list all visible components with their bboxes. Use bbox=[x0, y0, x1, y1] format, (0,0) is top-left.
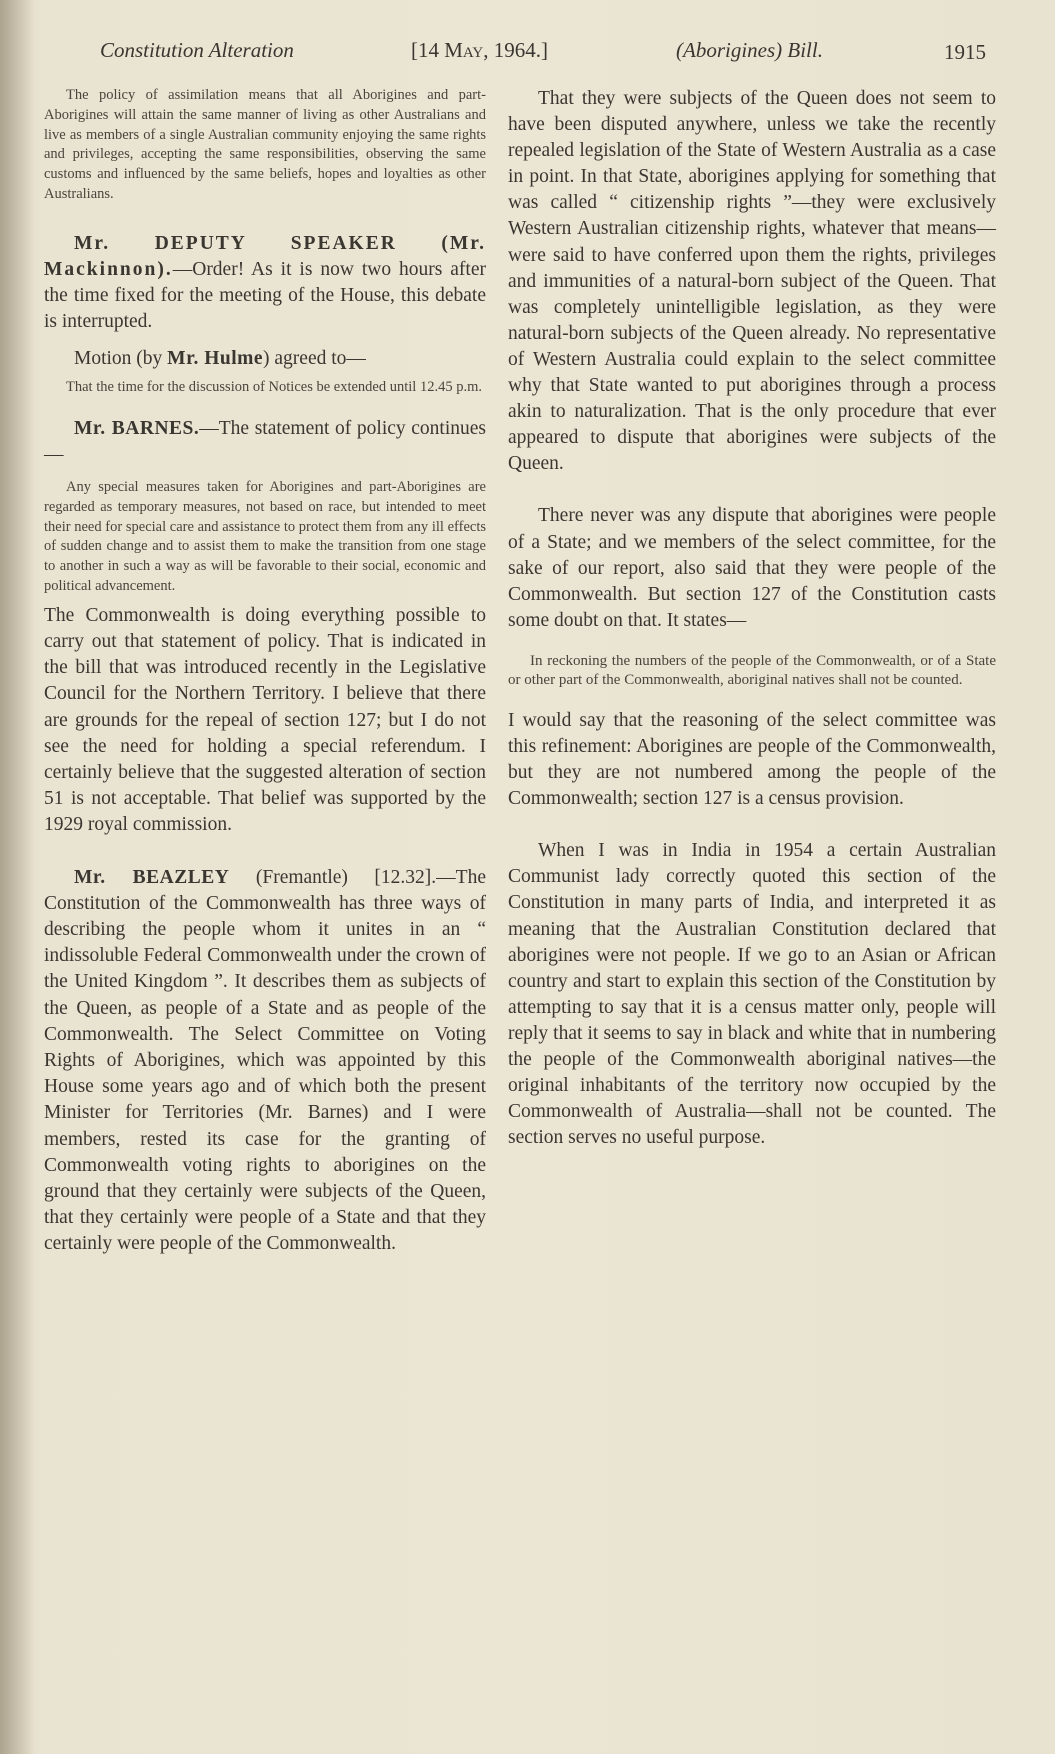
india-paragraph: When I was in India in 1954 a certain Australian Communist lady correctly quoted this section of the Constitution in many parts of India, and interpreted it as meaning that the Australian Constitution declared that aborigines were not people. If we go to an Asian or African country and start to explain this section of the Constitution by attempting to say that it is a census matter only, people will reply that it seems to say in black and white that in numbering the people of the Commonwealth aboriginal natives—the original inhabitants of the territory now occupied by the Commonwealth of Australia—shall not be counted. The section serves no useful purpose. bbox=[508, 840, 996, 1149]
speaker-name: Mr. DEPUTY SPEAKER (Mr. Mackinnon). bbox=[44, 232, 486, 280]
policy-quote-special-measures: Any special measures taken for Aborigines and part-Aborigines are regarded as temporary measures, not based on race, but intended to meet their need for special care and assistance to protect them from any ill effects of sudden change and to assist them to make the transition from one stage to another in such a way as will be favorable to their social, economic and political advancement. bbox=[44, 479, 486, 594]
right-column bbox=[508, 86, 996, 1151]
policy-quote-assimilation: The policy of assimilation means that all Aborigines and part-Aborigines will attain the same manner of living as other Australians and live as members of a single Australian community enjoying the same rights and privileges, accepting the same responsibilities, observing the same customs and influenced by the same beliefs, hopes and loyalties as other Australians. bbox=[44, 87, 486, 202]
running-header bbox=[0, 38, 1055, 78]
barnes-continuation-paragraph: The Commonwealth is doing everything possible to carry out that statement of policy. That is indicated in the bill that was introduced recently in the Legislative Council for the Northern Territory. I believe that there are grounds for the repeal of section 127; but I do not see the need for holding a special referendum. I certainly believe that the suggested alteration of section 51 is not acceptable. That belief was supported by the 1929 royal commission. bbox=[44, 604, 486, 836]
beazley-paragraph: Mr. BEAZLEY (Fremantle) [12.32].—The Constitution of the Commonwealth has three ways of describing the people whom it unites in an “ indissoluble Federal Commonwealth under the crown of the United Kingdom ”. It describes them as subjects of the Queen, as people of a State and as people of the Commonwealth. The Select Committee on Voting Rights of Aborigines, which was appointed by this House some years ago and of which both the present Minister for Territories (Mr. Barnes) and I were members, rested its case for the granting of Commonwealth voting rights to aborigines on the ground that they certainly were subjects of the Queen, that they certainly were people of a State and that they certainly were people of the Commonwealth. bbox=[44, 866, 486, 1255]
speaker-name: Mr. BARNES. bbox=[74, 417, 200, 439]
left-column bbox=[44, 86, 486, 1258]
subjects-of-queen-paragraph: That they were subjects of the Queen does not seem to have been disputed anywhere, unless we take the recently repealed legislation of the State of Western Australia as a case in point. In that State, aborigines applying for something that was called “ citizenship rights ”—they were exclusively Western Australian citizenship rights, whatever that means—were said to have conferred upon them the rights, privileges and immunities of a natural-born subject of the Queen. That was completely unintelligible legislation, as they were natural-born subjects of the Queen already. No representative of Western Australia could explain to the select committee why that State wanted to put aborigines through a process akin to naturalization. That is the only procedure that ever appeared to dispute that aborigines were subjects of the Queen. bbox=[508, 88, 996, 475]
section-127-quote: In reckoning the numbers of the people of the Commonwealth, or of a State or other part of the Commonwealth, aboriginal natives shall not be counted. bbox=[508, 652, 996, 688]
page-number: 1915 bbox=[944, 40, 986, 64]
motion-paragraph: Motion (by Mr. Hulme) agreed to— bbox=[74, 347, 366, 369]
deputy-speaker-paragraph: Mr. DEPUTY SPEAKER (Mr. Mackinnon).—Order! As it is now two hours after the time fixed for the meeting of the House, this debate is interrupted. bbox=[44, 232, 486, 333]
select-committee-reasoning-paragraph: I would say that the reasoning of the select committee was this refinement: Aborigines are people of the Commonwealth, but they are not numbered among the people of the Commonwealth; section 127 is a census provision. bbox=[508, 709, 996, 810]
binding-shadow bbox=[0, 0, 34, 1754]
barnes-paragraph: Mr. BARNES.—The statement of policy continues— bbox=[44, 417, 486, 465]
header-date: [14 May, 1964.] bbox=[411, 38, 548, 62]
speaker-name: Mr. BEAZLEY bbox=[74, 866, 230, 888]
people-of-state-paragraph: There never was any dispute that aborigines were people of a State; and we members of the select committee, for the sake of our report, also said that they were people of the Commonwealth. But section 127 of the Constitution casts some doubt on that. It states— bbox=[508, 505, 996, 631]
motion-quote: That the time for the discussion of Notices be extended until 12.45 p.m. bbox=[66, 378, 482, 395]
header-bill-subtitle: (Aborigines) Bill. bbox=[676, 38, 823, 62]
header-bill-title: Constitution Alteration bbox=[100, 38, 294, 62]
motion-mover: Mr. Hulme bbox=[167, 347, 264, 369]
